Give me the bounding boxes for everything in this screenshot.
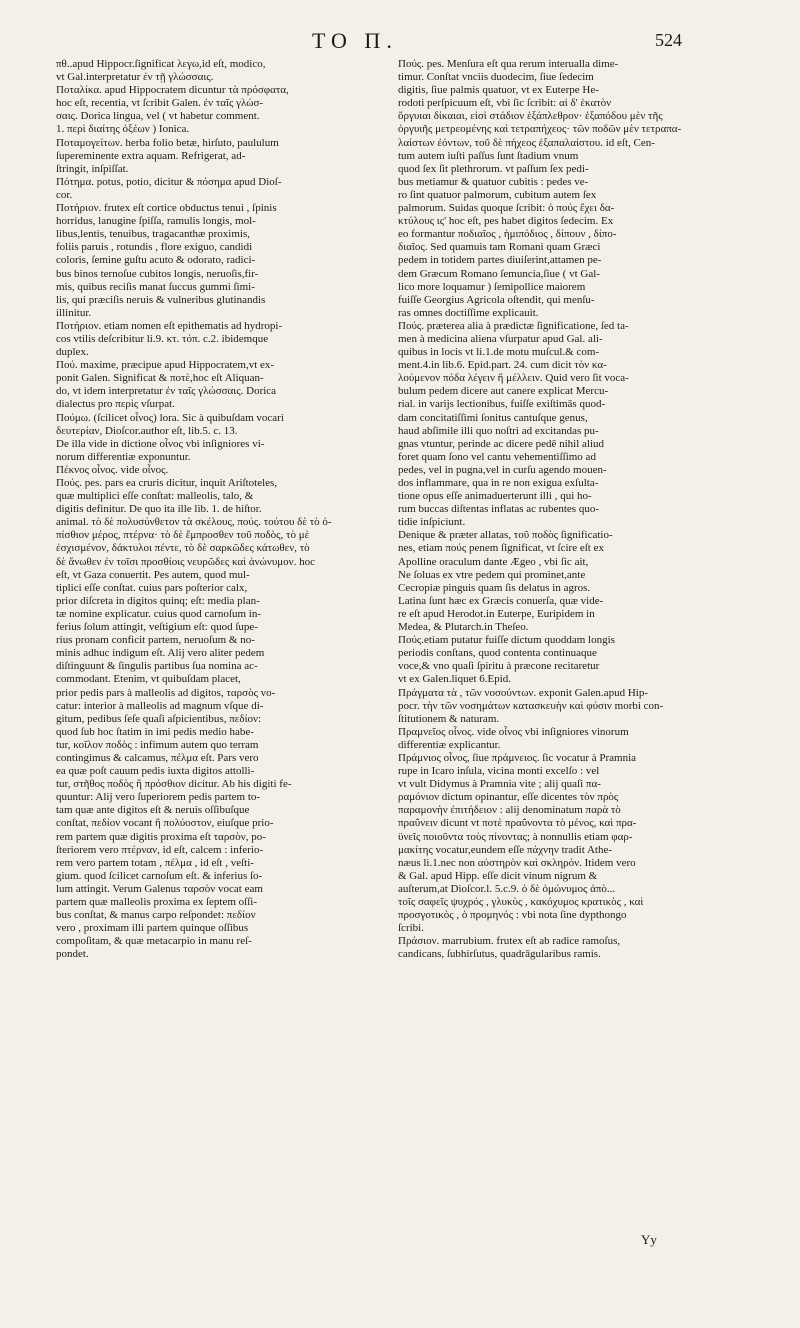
left-column-line: mis, quibus reciſis manat ſuccus gummi ſimi- <box>56 280 255 293</box>
left-column-line: Ποταμογείτων. herba folio betæ, hirſuto, paululum <box>56 136 279 149</box>
left-column-line: cor. <box>56 188 73 201</box>
left-column-line: coloris, ſemine guſtu acuto & odorato, radici- <box>56 254 256 267</box>
right-column-line: bus metiamur & quatuor cubitis : pedes ve- <box>398 175 589 188</box>
left-column-line: libus,lentis, tenuibus, tragacanthæ proximis, <box>56 228 251 241</box>
right-column-line: & Gal. apud Hipp. eſſe dicit vinum nigrum & <box>398 869 598 882</box>
right-column-line: ſtitutionem & naturam. <box>398 712 500 725</box>
left-column-line: δὲ ἄνωθεν ἐν τοῖσι προσθίοις νευρῶδες καὶ ἀνώνυμον. hoc <box>56 555 316 568</box>
right-column-line: lico more loquamur ) ſemipollice maiorem <box>398 280 586 293</box>
right-column-line: dem Græcum Romano ſemuncia,ſiue ( vt Gal- <box>398 267 600 280</box>
right-column-line: Πούς.etiam putatur fuiſſe dictum quoddam longis <box>398 634 615 647</box>
left-column-line: do, vt idem interpretatur ἐν ταῖς γλώσσαις. Dorica <box>56 385 277 398</box>
left-column-line: illinitur. <box>56 306 92 319</box>
left-column-line: tur, κοῖλον ποδὸς : infimum autem quo terram <box>56 738 259 751</box>
left-column-line: prior diſcreta in digitos quinq; eſt: media plan- <box>56 594 260 607</box>
right-column-line: auſterum,at Dioſcor.l. 5.c.9. ὁ δὲ ὁμώνυμος ἀπὸ... <box>398 882 616 895</box>
left-column-line: πίσθιον μέρος, πτέρνα· τὸ δὲ ἔμπροσθεν τοῦ ποδὸς, τὸ μὲ <box>56 529 310 542</box>
right-column-line: pocr. τὴν τῶν νοσημάτων κατασκευὴν καὶ φύσιν morbi con- <box>398 699 664 712</box>
right-column-line: ὀργυιῆς μετρεομένης καὶ τετραπήχεος· τῶν ποδῶν μὲν τετραπα- <box>398 123 682 136</box>
left-column-line: contingimus & calcamus, πέλμα eſt. Pars vero <box>56 751 259 764</box>
left-column-line: tiplici eſſe conſtat. cuius pars poſterior calx, <box>56 581 248 594</box>
right-column-line: tidie inſpiciunt. <box>398 516 466 529</box>
left-column-line: rem vero partem totam , πέλμα , id eſt , veſti- <box>56 856 254 869</box>
right-column-line: rum buccas diſtentas inflatas ac rubentes quo- <box>398 503 599 516</box>
right-column-line: μακίτης vocatur,eundem eſſe πάχνην tradit Athe- <box>398 843 612 856</box>
right-column-line: digitis, ſiue palmis quatuor, vt ex Euterpe He- <box>398 84 599 97</box>
left-column-line: compoſitam, & quæ metacarpio in manu reſ- <box>56 935 252 948</box>
left-column-line: lum attingit. Verum Galenus ταρσὸν vocat eam <box>56 882 263 895</box>
right-column-line: προσγοτικὸς , ὁ προμηνός : vbi nota ſine dypthongo <box>398 909 627 922</box>
right-column-line: periodis conſtans, quod contenta continuaque <box>398 647 597 660</box>
right-column-line: Πράγματα τὰ , τῶν νοσούντων. exponit Galen.apud Hip- <box>398 686 648 699</box>
left-column-line: De illa vide in dictione οἶνος vbi inſigniores vi- <box>56 437 265 450</box>
left-column-line: 1. περὶ διαίτης ὀξέων ) Ionica. <box>56 123 190 136</box>
right-column-line: λαίστων ἐόντων, τοῦ δὲ πήχεος ἑξαπαλαίστου. id eſt, Cen- <box>398 136 655 149</box>
left-column-line: digitis definitur. De quo ita ille lib. 1. de hiſtor. <box>56 503 262 516</box>
left-column-line: duplex. <box>56 346 89 359</box>
right-column-line: Medea, & Plutarch.in Theſeo. <box>398 621 529 634</box>
left-column-line: Πότημα. potus, potio, dicitur & πόσημα apud Dioſ- <box>56 175 282 188</box>
left-column-line: pondet. <box>56 948 89 961</box>
left-column-line: horridus, lanugine ſpiſſa, ramulis longis, mol- <box>56 215 256 228</box>
right-column-line: Latina ſunt hæc ex Græcis conuerſa, quæ vide- <box>398 594 604 607</box>
left-column-line: quæ multiplici eſſe conſtat: malleolis, talo, & <box>56 490 254 503</box>
left-column-line: tur, στῆθος ποδὸς ἢ πρόσθιον dicitur. Ab his digiti fe- <box>56 778 292 791</box>
left-column-line: rem partem quæ digitis proxima eſt ταρσὸν, po- <box>56 830 266 843</box>
left-column-line: rius pronam conficit partem, neruoſum & no- <box>56 634 255 647</box>
right-column-line: rodoti perſpicuum eſt, vbi ſic ſcribit: αἱ δ' ἑκατὸν <box>398 97 612 110</box>
right-column-line: Πράμνιος οἶνος, ſiue πράμνειος. ſic vocatur à Pramnia <box>398 751 637 764</box>
right-column-line: rial. in varijs lectionibus, fuiſſe exiſtimās quod- <box>398 398 606 411</box>
left-column-line: lis, qui præciſis neruis & vulneribus glutinandis <box>56 293 266 306</box>
right-column-line: dam concitatiſſimi ſonitus cantuſque genus, <box>398 411 588 424</box>
left-column-line: vt Gal.interpretatur ἐν τῇ γλώσσαις. <box>56 71 214 84</box>
running-head <box>0 28 800 52</box>
left-column-line: ſtringit, inſpiſſat. <box>56 162 129 175</box>
left-column-line: ea quæ poſt cauum pedis iuxta digitos attolli- <box>56 765 255 778</box>
right-column-line: quod ſex ſit plethrorum. vt paſſum ſex pedi- <box>398 162 589 175</box>
right-column-line: ras omnes doctiſſime explicauit. <box>398 306 539 319</box>
signature-mark: Yy <box>641 1232 657 1247</box>
right-column-line: Denique & præter allatas, τοῦ ποδὸς ſignificatio- <box>398 529 613 542</box>
left-column-line: vero , proximam illi partem quinque oſſibus <box>56 922 249 935</box>
left-column-line: πθ..apud Hippocr.ſignificat λεγω,id eſt, modico, <box>56 58 266 70</box>
left-column-line: norum differentiæ exponuntur. <box>56 450 191 463</box>
right-column-line: dos inflammare, qua in re non exigua exſulta- <box>398 477 599 489</box>
right-column-line: men à medicina aliena vſurpatur apud Gal. ali- <box>398 332 603 345</box>
right-column-line: πραΰνειν dicunt vt ποτὲ πραΰνοντα τὸ μένος, καὶ πρα- <box>398 817 637 830</box>
right-column-line: τοῖς σαφεῖς ψυχρός , γλυκὺς , κακόχυμος κρατικὸς , καὶ <box>398 896 644 908</box>
left-column-line: ponit Galen. Significat & ποτὲ,hoc eſt Aliquan- <box>56 372 264 385</box>
right-column-line: foret quam ſono vel cantu vehementiſſimo ad <box>398 450 596 463</box>
right-column-line: tione opus eſſe animaduerterunt illi , qui ho- <box>398 490 592 503</box>
right-column-line: κτύλους ις' hoc eſt, pes habet digitos ſedecim. Ex <box>398 215 614 228</box>
right-column-line: Πραμνεῖος οἶνος. vide οἶνος vbi inſigniores vinorum <box>398 725 629 738</box>
left-column-line: Πούμω. (ſcilicet οἶνος) lora. Sic à quibuſdam vocari <box>56 411 284 424</box>
left-column-line: catur: interior à malleolis ad magnum vſque di- <box>56 699 264 712</box>
right-column-line: næus li.1.nec non αὐστηρὸν καὶ σκληρόν. Itidem vero <box>398 856 636 869</box>
right-column-line: ro ſint quatuor palmorum, cubitum autem ſex <box>398 188 597 201</box>
right-column-line: διαῖος. Sed quamuis tam Romani quam Græci <box>398 241 601 254</box>
left-column-line: ferius ſolum attingit, veſtigium eſt: quod ſupe- <box>56 621 258 634</box>
right-column-line: nes, etiam πούς penem ſignificat, vt ſcire eſt ex <box>398 542 604 555</box>
right-column-line: quibus in locis vt li.1.de motu muſcul.& com- <box>398 346 600 359</box>
left-column-line: foliis paruis , rotundis , flore exiguo, candidi <box>56 241 253 254</box>
right-column-line: ραμόνιον dictum opinantur, eſſe dicentes τὸν πρὸς <box>398 791 619 804</box>
right-column-line: Cecropiæ pinguis quam ſis delatus in agros. <box>398 581 591 594</box>
left-column-line: conſtat, πεδίον vocant ἢ πολύοστον, eiuſque prio- <box>56 817 274 830</box>
left-column <box>56 58 382 961</box>
left-column-line: Ποτήριον. etiam nomen eſt epithematis ad hydropi- <box>56 319 283 332</box>
right-column-line: timur. Conſtat vnciis duodecim, ſiue ſedecim <box>398 71 594 84</box>
right-column-line: Πούς. pes. Menſura eſt qua rerum interualla dime- <box>398 58 619 70</box>
left-column-line: bus binos ternoſue cubitos longis, neruoſis,fir- <box>56 267 259 280</box>
page-title: TO Π. <box>312 28 398 53</box>
left-column-line: Πού. maxime, præcipue apud Hippocratem,vt ex- <box>56 359 275 372</box>
right-column-line: ὄργυιαι δίκαιαι, εἰσὶ στάδιον ἑξάπλεθρον· ἑξαπόδου μὲν τῆς <box>398 110 663 123</box>
right-column-line: eo formantur ποδιαῖος , ἡμιπόδιος , δίπουν , δίπο- <box>398 228 617 241</box>
left-column-line: tæ nomine explicatur. cuius quod carnoſum in- <box>56 607 261 620</box>
left-column-line: Πέκνος οἶνος. vide οἶνος. <box>56 463 169 476</box>
left-column-line: prior pedis pars à malleolis ad digitos, ταρσὸς vo- <box>56 686 276 699</box>
left-column-line: quod ſub hoc ſtatim in imi pedis medio habe- <box>56 725 254 738</box>
left-column-line: Πούς. pes. pars ea cruris dicitur, inquit Ariſtoteles, <box>56 477 278 489</box>
left-column-line: quuntur: Alij vero ſuperiorem pedis partem to- <box>56 791 261 804</box>
right-column-line: rupe in Icaro inſula, vicina monti excelſo : vel <box>398 765 600 778</box>
right-column-line: ϋνεῖς ποιοῦντα τοὺς πίνοντας; à nonnullis etiam φαρ- <box>398 830 633 843</box>
right-column-line: pedem in totidem partes diuiſerint,attamen pe- <box>398 254 602 267</box>
right-column-line: haud abſimile illi quo noſtri ad excitandas pu- <box>398 424 599 437</box>
right-column-line: Πούς. præterea alia à prædictæ ſignificatione, ſed ta- <box>398 319 629 332</box>
left-column-line: ſteriorem vero πτέρναν, id eſt, calcem : inferio- <box>56 843 264 856</box>
left-column-line: dialectus pro περὶς vſurpat. <box>56 398 175 411</box>
right-column-line: differentiæ explicantur. <box>398 738 501 751</box>
left-column-line: cos vtilis deſcribitur li.9. κτ. τόπ. c.2. ibidemque <box>56 332 269 345</box>
right-column-line: palmorum. Suidas quoque ſcribit: ὁ πούς ἔχει δα- <box>398 202 615 215</box>
right-column-line: παραμονὴν ἐπιτήδειον : alij denominatum παρὰ τὸ <box>398 804 621 817</box>
right-column-line: λούμενον πόδα λέγειν ἢ μέλλειν. Quid vero ſit voca- <box>398 372 629 385</box>
right-column-line: gnas vtuntur, perinde ac dicere pedē nihil aliud <box>398 437 605 450</box>
left-column-line: animal. τὸ δὲ πολυσύνθετον τὰ σκέλους, πούς. τούτου δὲ τὸ ὀ- <box>56 516 332 529</box>
right-column-line: pedes, vel in pugna,vel in curſu agendo mouen- <box>398 463 607 476</box>
left-column-line: δευτερίαν, Dioſcor.author eſt, lib.5. c. 13. <box>56 424 238 437</box>
right-column-line: voce,& vno quaſi ſpiritu à præcone recitaretur <box>398 660 600 673</box>
right-column-line: re eſt apud Herodot.in Euterpe, Euripidem in <box>398 607 595 620</box>
left-column-line: Ποτήριον. frutex eſt cortice obductus tenui , ſpinis <box>56 202 277 215</box>
right-column-line: Apolline oraculum dante Ægeo , vbi ſic ait, <box>398 555 589 568</box>
page-number: 524 <box>655 30 682 50</box>
left-column-line: Ποταλίκα. apud Hippocratem dicuntur τὰ πρόσφατα, <box>56 84 289 97</box>
left-column-line: minis adhuc indigum eſt. Alij vero aliter pedem <box>56 647 265 660</box>
left-column-line: eſt, vt Gaza conuertit. Pes autem, quod mul- <box>56 568 250 581</box>
left-column-line: ἐσχισμένον, δάκτυλοι πέντε, τὸ δὲ σαρκῶδες κάτωθεν, τὸ <box>56 542 310 555</box>
right-column-line: vt vult Didymus à Pramnia vite ; alij quaſi πα- <box>398 778 601 791</box>
left-column-line: tam quæ ante digitos eſt & neruis oſſibuſque <box>56 804 250 817</box>
left-column-line: σαις. Dorica lingua, vel ( vt habetur comment. <box>56 110 260 123</box>
left-column-line: commodant. Etenim, vt quibuſdam placet, <box>56 673 241 686</box>
right-column-line: vt ex Galen.liquet 6.Epid. <box>398 673 512 686</box>
left-column-line: bus conſtat, & manus carpo reſpondet: πεδίον <box>56 909 256 922</box>
right-column-line: ment.4.in lib.6. Epid.part. 24. cum dicit τὸν κα- <box>398 359 607 372</box>
left-column-line: partem quæ malleolis proxima ex ſeptem oſſi- <box>56 896 258 908</box>
left-column-line: diſtinguunt & ſingulis partibus ſua nomina ac- <box>56 660 258 673</box>
right-column-line: candicans, ſubhirſutus, quadrāgularibus ramis. <box>398 948 601 961</box>
right-column-line: tum autem iuſti paſſus ſunt ſtadium vnum <box>398 149 579 162</box>
right-column-line: ſcribi. <box>398 922 424 935</box>
right-column-line: Ne ſoluas ex vtre pedem qui prominet,ante <box>398 568 586 581</box>
right-column-line: fuiſſe Georgius Agricola oſtendit, qui menſu- <box>398 293 595 306</box>
right-column-line: Πράσιον. marrubium. frutex eſt ab radice ramoſus, <box>398 935 621 948</box>
right-column-line: bulum pedem dicere aut canere explicat Mercu- <box>398 385 609 398</box>
left-column-line: ſupereminente extra aquam. Refrigerat, ad- <box>56 149 246 162</box>
left-column-line: gium. quod ſcilicet carnoſum eſt. & inferius ſo- <box>56 869 263 882</box>
left-column-line: gitum, pedibus ſeſe quaſi aſpicientibus, πεδίον: <box>56 712 262 725</box>
right-column <box>398 58 720 961</box>
left-column-line: hoc eſt, recentia, vt ſcribit Galen. ἐν ταῖς γλώσ- <box>56 97 264 110</box>
